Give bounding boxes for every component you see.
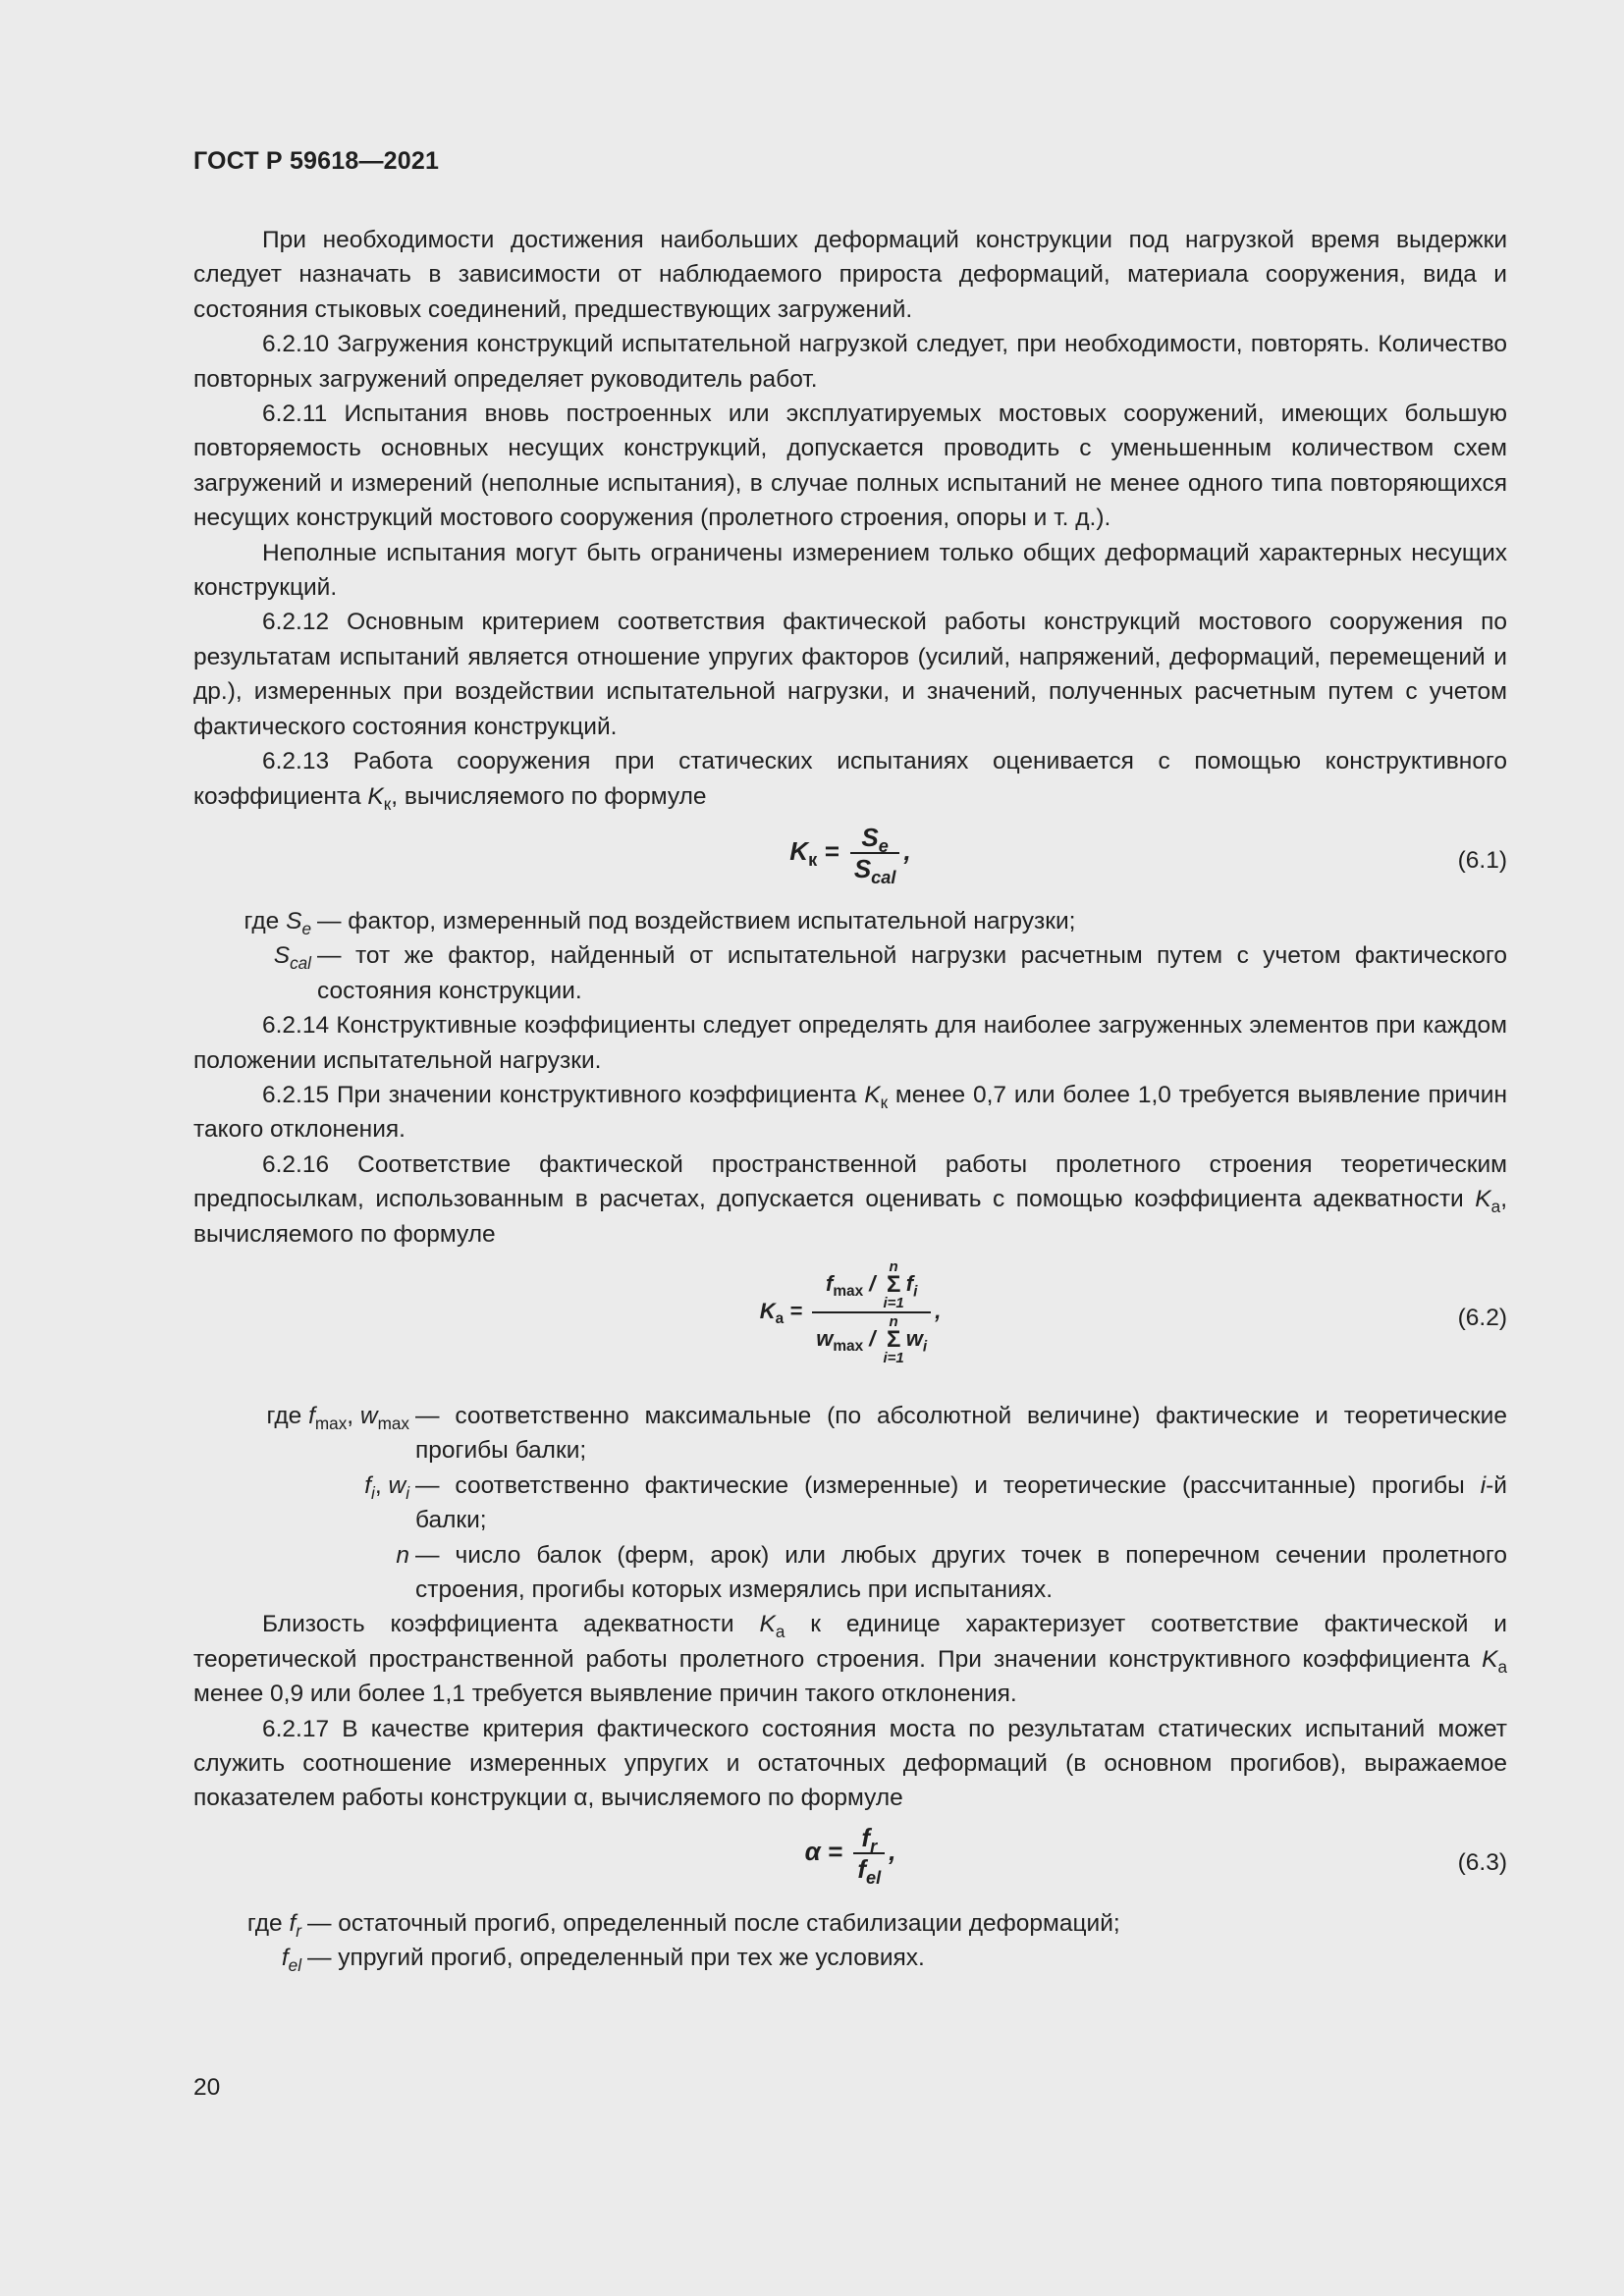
formula-6-3: α = $\frac{f_r}{f_{el}}$ , (6.3) bbox=[804, 1822, 1507, 1889]
document-header: ГОСТ Р 59618—2021 bbox=[193, 147, 440, 175]
paragraph: Близость коэффициента адекватности $K_а$ к единице характеризует соответствие фактической и теоретической пространственной работы пролетного строения. При значении конструктивного коэффициента $K_а$ менее 0,9 или более 1,1 требуется выявление причин такого отклонения. bbox=[193, 1611, 1507, 1708]
paragraph: При необходимости достижения наибольших деформаций конструкции под нагрузкой время выдержки следует назначать в зависимости от наблюдаемого прироста деформаций, материала сооружения, вида и состояния стыковых соединений, предшествующих загружений. bbox=[193, 227, 1507, 323]
paragraph: Неполные испытания могут быть ограничены измерением только общих деформаций характерных несущих конструкций. bbox=[193, 539, 1507, 602]
formula-number: (6.1) bbox=[1457, 846, 1507, 874]
formula-number: (6.3) bbox=[1457, 1848, 1507, 1876]
formula-legend: где $f_r$ — остаточный прогиб, определенный после стабилизации деформаций; $f_{el}$ — упругий прогиб, определенный при тех же условиях. bbox=[246, 1909, 1120, 1976]
paragraph-6-2-17: 6.2.17 В качестве критерия фактического состояния моста по результатам статических испытаний может служить соотношение измеренных упругих и остаточных деформаций (в основном прогибов), выражаемое показателем работы конструкции α, вычисляемого по формуле bbox=[193, 1715, 1507, 1812]
page-number: 20 bbox=[193, 2074, 221, 2101]
paragraph-6-2-14: 6.2.14 Конструктивные коэффициенты следует определять для наиболее загруженных элементов при каждом положении испытательной нагрузки. bbox=[193, 1012, 1507, 1074]
paragraph-6-2-11: 6.2.11 Испытания вновь построенных или эксплуатируемых мостовых сооружений, имеющих большую повторяемость основных несущих конструкций, допускается проводить с уменьшенным количеством схем загружений и измерений (неполные испытания), в случае полных испытаний не менее одного типа повторяющихся несущих конструкций мостового сооружения (пролетного строения, опоры и т. д.). bbox=[193, 400, 1507, 532]
formula-legend: где $S_e$ — фактор, измеренный под воздействием испытательной нагрузки; $S_{cal}$ — тот же фактор, найденный от испытательной нагрузки расчетным путем с учетом фактического состояния конструкции. bbox=[244, 907, 1507, 1004]
paragraph-6-2-13: 6.2.13 Работа сооружения при статических испытаниях оценивается с помощью конструктивного коэффициента $K_к$, вычисляемого по формуле bbox=[193, 748, 1507, 814]
paragraph-6-2-12: 6.2.12 Основным критерием соответствия фактической работы конструкций мостового сооружения по результатам испытаний является отношение упругих факторов (усилий, напряжений, деформаций, перемещений и др.), измеренных при воздействии испытательной нагрузки, и значений, полученных расчетным путем с учетом фактического состояния конструкций. bbox=[193, 609, 1507, 740]
formula-number: (6.2) bbox=[1457, 1304, 1507, 1331]
paragraph-6-2-16: 6.2.16 Соответствие фактической пространственной работы пролетного строения теоретическим предпосылкам, использованным в расчетах, допускается оценивать с помощью коэффициента адекватности $K_а$, вычисляемого по формуле bbox=[193, 1150, 1507, 1248]
formula-6-1: $K_к$ = $\frac{S_e}{S_{cal}}$ , (6.1) bbox=[789, 822, 1507, 888]
formula-6-2: $K_а$ = $f_{max}$ / n Σ $i=1f_i$ $w_{max}$ / n Σ $i=1w_i$ , (6.2) bbox=[759, 1257, 1507, 1366]
paragraph-6-2-10: 6.2.10 Загружения конструкций испытательной нагрузкой следует, при необходимости, повторять. Количество повторных загружений определяет руководитель работ. bbox=[193, 331, 1507, 393]
document-body bbox=[193, 223, 1507, 1976]
paragraph-6-2-15: 6.2.15 При значении конструктивного коэффициента $K_к$ менее 0,7 или более 1,0 требуется выявление причин такого отклонения. bbox=[193, 1081, 1507, 1144]
formula-legend: где $f_{max}$, $w_{max}$ — соответственно максимальные (по абсолютной величине) фактические и теоретические прогибы балки; $f_i$, $w_i$ — соответственно фактические (измеренные) и теоретические (рассчитанные) прогибы i-й балки; n — число балок (ферм, арок) или любых других точек в поперечном сечении пролетного строения, прогибы которых измерялись при испытаниях. bbox=[266, 1402, 1507, 1603]
